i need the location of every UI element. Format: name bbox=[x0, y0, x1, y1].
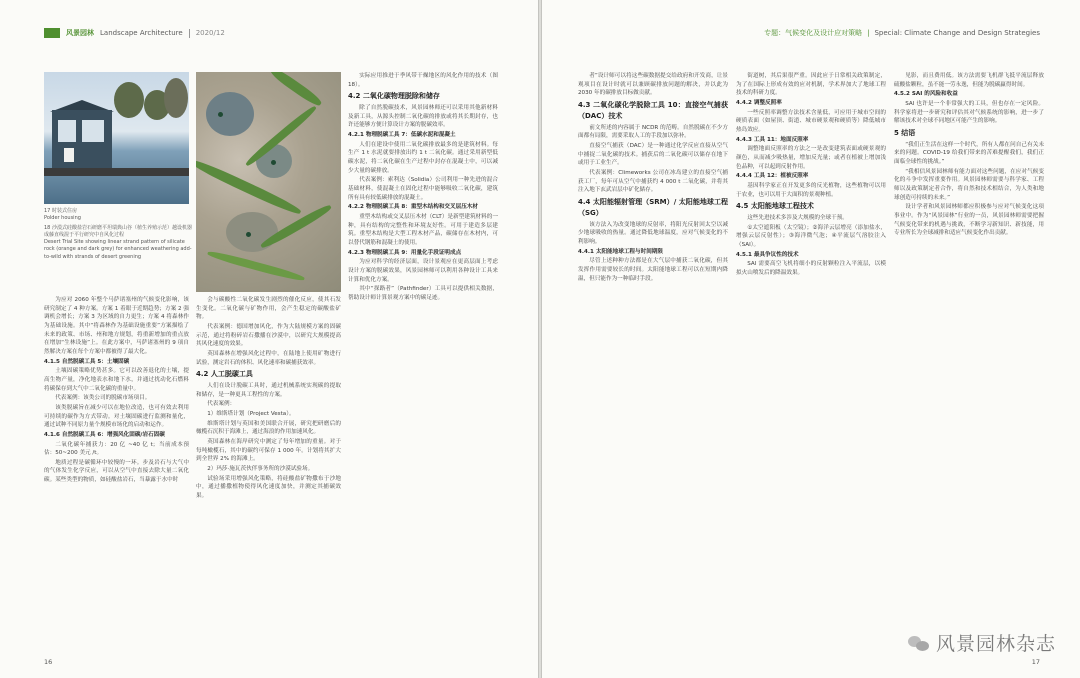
figure-18-caption: 18 沙漠式硅酸盐岩石研磨平坦瑞典山谷（植生养殖示范）越设机器成藤直线混于平行研究中自风化过程 Desert Trial Site showing linear strand pattern of silicate rock (orange and dark grey) for enhanced weathering add-to-wild with strands of desert greening bbox=[44, 224, 192, 260]
body-paragraph: 前文所述的内容属于 NCDR 的范畴。自然脱碳在不少方面都有局限，需要采取人工的手段加以弥补。 bbox=[578, 124, 728, 140]
section-heading: 4.1.6 自然脱碳工具 6：增强风化固碳/岩石固碳 bbox=[44, 431, 165, 438]
wechat-watermark bbox=[908, 629, 1056, 656]
logo-text: 风景园林 bbox=[66, 29, 94, 37]
body-paragraph: 1）维斯塔计划（Project Vesta）。 bbox=[207, 411, 295, 418]
section-heading: 4.4 太阳能辐射管理（SRM）/ 太阳能地球工程（SG） bbox=[578, 197, 728, 217]
section-heading: 4.4.4 工具 12：植被反照率 bbox=[736, 173, 809, 180]
left-header bbox=[44, 28, 225, 38]
body-paragraph: 一些反照率调整方法技术含量低，可应用于城市空间的硬质表面（如屋顶、街道、城市硬景观和硬质等）降低城市热岛效应。 bbox=[736, 109, 886, 133]
section-heading: 4.4.1 太阳能地球工程与时间期限 bbox=[578, 248, 663, 255]
body-paragraph: 代表案例：Climeworks 公司在冰岛建立的直接空气捕获工厂，每年可从空气中捕获约 4 000 t 二氧化碳，并将其注入地下玄武岩层中矿化储存。 bbox=[578, 169, 728, 194]
section-heading: 4.2.3 物理脱碳工具 9：用量化手段证明成点 bbox=[348, 249, 462, 256]
body-paragraph: 维斯塔计划与英国和美国联合开展，研究把研磨后的橄榄石沉积于海滩上，通过海浪的作用加速风化。 bbox=[196, 420, 341, 436]
body-paragraph: 会与碳酸性二氧化碳发生剧烈的催化反应，使其石发生变化。二氧化碳与矿物作用，会产生稳定的碳酸盐矿物。 bbox=[196, 297, 341, 321]
section-heading: 4.4.3 工具 11：地面反照率 bbox=[736, 136, 809, 143]
body-paragraph: 除了自然脱碳技术，风景园林师还可以采用其他新材料及新工具，从源头控制二氧化碳的排放或将其长期封存，也许还能够方便计算设计方案的脱碳效率。 bbox=[348, 105, 498, 129]
right-column-1 bbox=[578, 72, 728, 654]
section-heading: 4.5 太阳能地球工程技术 bbox=[736, 202, 814, 211]
body-paragraph: 代表案例： bbox=[207, 401, 236, 408]
section-heading: 4.3 二氧化碳化学脱除工具 10：直接空气捕获（DAC）技术 bbox=[578, 100, 728, 120]
section-heading: 4.5.2 SAI 的风险和收益 bbox=[894, 91, 958, 98]
left-column-2 bbox=[196, 296, 341, 654]
left-column-3 bbox=[348, 72, 498, 654]
section-heading: 4.2.2 物理脱碳工具 8：重型木结构和交叉层压木材 bbox=[348, 204, 478, 211]
body-paragraph: 地质过程是碳循环中较慢的一环。步及岩石与大气中的气体发生化学反应，可以从空气中直接去除大量二氧化碳。某些类型的物质，如硅酸盐岩石，当暴露于水中时 bbox=[44, 459, 189, 484]
body-paragraph: 直接空气捕获（DAC）是一种通过化学反应直接从空气中捕捉二氧化碳的技术。捕获后的二氧化碳可以储存在地下或用于工业生产。 bbox=[578, 142, 728, 167]
body-paragraph: 代表案例：德国增加风化，作为大陆规模方案的固碳示范，通过将粉碎岩石撒播在沙漠中，以研究大规模提高其风化速度的效果。 bbox=[196, 323, 341, 348]
header-divider bbox=[189, 29, 190, 38]
body-paragraph: 二氧化碳年捕获力：20 亿 ~40 亿 t；当前成本预估：50~200 美元 /t。 bbox=[44, 441, 189, 457]
body-paragraph: 代表案例：该类公司的脱碳市场项目。 bbox=[55, 395, 151, 402]
issue-date: 2020/12 bbox=[195, 29, 225, 37]
body-paragraph: 基因科学家正在开发更多的反光植物，这些植物可以用于农业，也可以用于大面积的景观种植。 bbox=[736, 182, 886, 198]
body-paragraph: 设计学者和风景园林师都应积极参与应对气候变化这项事业中。作为“风景园林”行业的一员，风景园林师需要把握气候变化带来的机遇与挑战，不断学习新知识、新技能，用专业所长为全球减排和适应气候变化作出贡献。 bbox=[894, 204, 1044, 237]
body-paragraph: 尽管上述种种方法都是在大气层中捕获二氧化碳，但其发挥作用需要较长的时间。太阳能地球工程可以在短期内降温，但只能作为一种临时手段。 bbox=[578, 258, 728, 282]
body-paragraph: 为应对科学的经济层面，设计景观应在更高层面上考虑设计方案的脱碳效果，风景园林师可以利用各种设计工具来计算和优化方案。 bbox=[348, 259, 498, 283]
body-paragraph: 其中“探路者”（Pathfinder）工具可以提供相关数据，帮助设计师计算景观方案中的碳足迹。 bbox=[348, 286, 498, 301]
magazine-logo-icon bbox=[44, 28, 60, 38]
body-paragraph: 调整地面反照率的方法之一是改变建筑表面或硬景观的颜色，从而减少吸热量，增加反光量；或者在植被上增加浅色品种，可以起到反射作用。 bbox=[736, 146, 886, 170]
figure-captions bbox=[44, 208, 194, 261]
section-heading: 4.2.1 物理脱碳工具 7：低碳水泥和混凝土 bbox=[348, 132, 456, 139]
figure-17-photo bbox=[44, 72, 189, 204]
body-paragraph: 者”设计师可以将这些碳数据提交给政府和开发商，让景观项目在设计时就可以兼顾碳排放问题的解决，并以此为 2030 年的碳排放目标做贡献。 bbox=[578, 73, 728, 97]
brand-text: Landscape Architecture bbox=[100, 29, 183, 37]
left-page bbox=[0, 0, 538, 678]
section-heading: 4.2 人工脱碳工具 bbox=[196, 370, 253, 379]
body-paragraph: “我们正生活在这样一个时代，所有人都在问自己有关未来的问题。COVID-19 给我们带来的苦难提醒我们，我们正面临全球性的挑战。” bbox=[894, 141, 1044, 166]
body-paragraph: 2）玛莎·施瓦茨伙伴事务所的沙漠试验场。 bbox=[207, 466, 314, 472]
figure-17-caption: 17 时装式住房 Polder housing bbox=[44, 208, 81, 222]
section-heading: 4.1.5 自然脱碳工具 5：土壤固碳 bbox=[44, 358, 130, 365]
body-paragraph: 该类脱碳旨在减少可以在地位改造，也可有效去利用可持续的碳作为方式带动。对土壤固碳进行监测和量化，通过试种不同原力量个规模市场化的启动和运作。 bbox=[44, 404, 189, 429]
header-separator: | bbox=[867, 29, 870, 37]
wechat-icon bbox=[908, 634, 930, 652]
figure-18-aerial-photo bbox=[196, 72, 341, 292]
section-heading: 4.5.1 最具争议性的技术 bbox=[736, 251, 799, 258]
right-page bbox=[542, 0, 1080, 678]
topic-title: 专题：气候变化及设计应对策略 bbox=[764, 29, 863, 37]
body-paragraph: SAI 也许是一个非常强大的工具，但也存在一定风险。科学家将进一步研究和评估其对气候系统的影响，进一步了解该技术对全球不同地区可能产生的影响。 bbox=[894, 100, 1044, 125]
body-paragraph: 这些先进技术多涉及大规模的全球干预。 bbox=[747, 215, 848, 222]
section-heading: 5 结语 bbox=[894, 128, 916, 137]
body-paragraph: 该方法入为改变地球的反射率，将阳光反射回太空以减少地球吸收的热量。通过降低地球温度，应对气候变化的不利影响。 bbox=[578, 221, 728, 245]
page-number-left: 16 bbox=[44, 658, 53, 666]
body-paragraph: 见影，而且费用低。该方法需要飞机群飞抵平流层释放硫酸盐颗粒，虽不能一劳永逸，但能为脱碳赢得时间。 bbox=[894, 73, 1044, 88]
body-paragraph: 人们在设计脱碳工具时，通过机械系统实现碳的提取和储存，是一种更具工程性的方案。 bbox=[196, 383, 341, 398]
body-paragraph: SAI 需要高空飞机将细小的反射颗粒注入平流层，以模拟火山喷发后的降温效果。 bbox=[736, 261, 886, 276]
right-column-3 bbox=[894, 72, 1044, 592]
body-paragraph: 实际应用推进于季风带干燥地区的风化作用的技术（图 18）。 bbox=[348, 73, 498, 88]
body-paragraph: 土壤固碳策略优势甚多。它可以改善退化的土壤，提高生物产量，净化地表水和地下水，并通过扰动化石燃料将碳保存到大气中二氧化碳的重量中。 bbox=[44, 368, 189, 392]
left-column-1 bbox=[44, 296, 189, 654]
watermark-text: 风景园林杂志 bbox=[935, 633, 1056, 655]
right-header bbox=[764, 28, 1040, 38]
body-paragraph: 街道树，其后果很严重。因此应于日常相关政策制定，为了在国际上形成有效的应对机制，学术界加大了地球工程技术的科研力度。 bbox=[736, 73, 886, 97]
body-paragraph: 人们在建设中使用二氧化碳排放最多的是建筑材料。每生产 1 t 水泥就要排放出约 1 t 二氧化碳。通过采用新型低碳水泥，将二氧化碳在生产过程中封存在混凝土中，可以减少大量的碳排放。 bbox=[348, 141, 498, 174]
body-paragraph: ①太空遮阳板（太空镜）；②海洋云层增亮（添加盐水，增强云层反射性）；③海洋微气泡；④平流层气溶胶注入（SAI）。 bbox=[736, 224, 886, 248]
body-paragraph: 重型木结构或交叉层压木材（CLT）是新型建筑材料的一种，具有结构的完整性和环境友好性。可用于建造多层建筑。重型木结构是大型工程木材产品，碳储存在木材内，可以替代钢筋和混凝土的使用。 bbox=[348, 214, 498, 246]
body-paragraph: 为应对 2060 年整个马萨诸塞州的气候变化影响，该研究制定了 4 种方案。方案 1 着眼于近期趋势；方案 2 强调机会增长；方案 3 为区域的自力更生；方案 4 将森林作为基础设施。其中“将森林作为基础设施重要”方案描绘了未来的政策、市场、州和地方规划，将重新增加的重点放在增加“生林设施”上。在此方案中，马萨诸塞州的 9 项自然解决方案在每个方案中都被得了最大化。 bbox=[44, 297, 189, 355]
body-paragraph: “我相信风景园林师有能力面对这些问题，在应对气候变化的斗争中发挥重要作用。风景园林师需要与科学家、工程师以及政策制定者合作，将自然和技术相结合，为人类和地球创造可持续的未来。” bbox=[894, 168, 1044, 201]
page-number-right: 17 bbox=[1031, 658, 1040, 666]
body-paragraph: 英国森林在增强风化过程中，在陆地上使用矿物进行试验，测定岩石的体积、风化速率和碳捕获效率。 bbox=[196, 350, 341, 366]
section-heading: 4.4.2 调整反照率 bbox=[736, 99, 782, 106]
body-paragraph: 代表案例：索利达（Solidia）公司利用一种先进的混合基础材料，使混凝土在固化过程中能够吸收二氧化碳，建筑所有具有较低碳排放的混凝土。 bbox=[348, 177, 498, 201]
special-title: Special: Climate Change and Design Strategies bbox=[874, 29, 1040, 37]
right-column-2 bbox=[736, 72, 886, 654]
section-heading: 4.2 二氧化碳物理脱除和储存 bbox=[348, 92, 440, 101]
body-paragraph: 试验场采用增强风化策略，将硅酸盐矿物撒布于沙地中，通过播撒植物使得风化速度加快，并测定其捕碳效果。 bbox=[196, 475, 341, 499]
body-paragraph: 英国森林在海岸研究中测定了每年增加的重量。对于每吨橄榄石，其中的碳约可保存 1 000 年。计划将其扩大到全世界 2% 的海滩上。 bbox=[196, 439, 341, 463]
